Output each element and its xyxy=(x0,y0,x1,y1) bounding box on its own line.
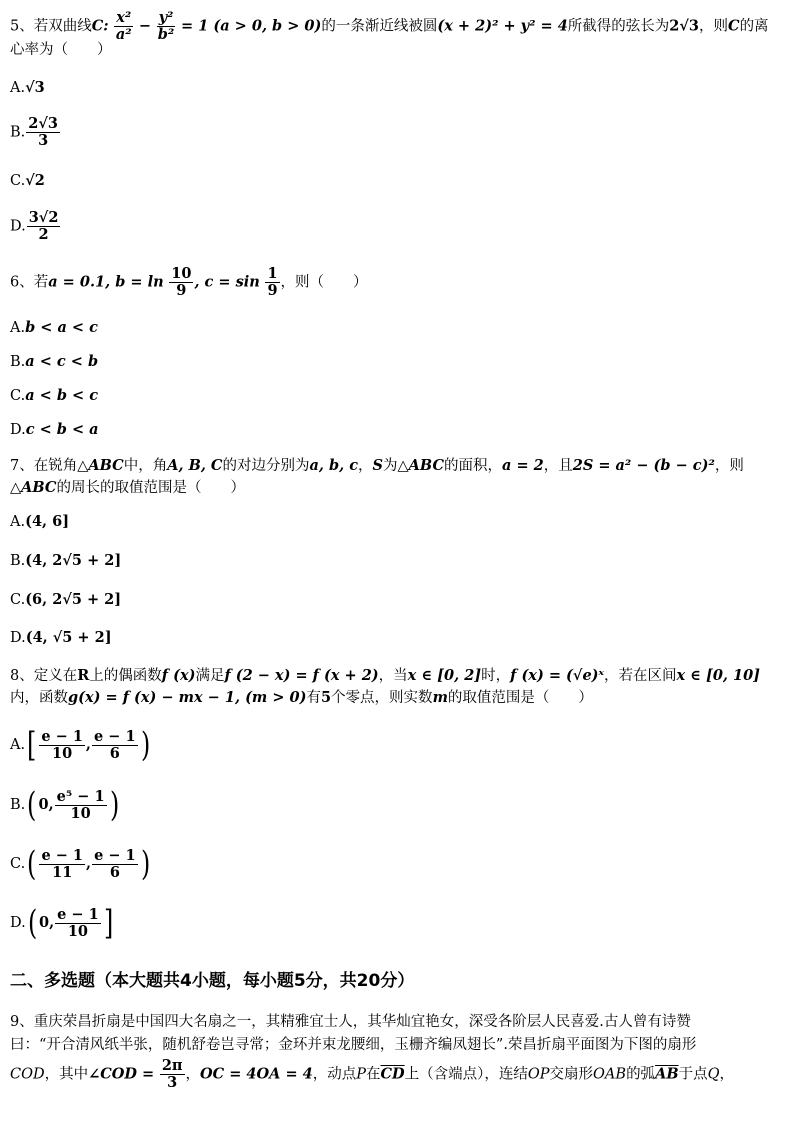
q8-b-frac xyxy=(55,789,107,822)
q7-abc-2: ABC xyxy=(408,457,444,474)
q5-c-value: √2 xyxy=(25,172,45,189)
q5-b-den: 3 xyxy=(38,132,49,149)
section-heading: 二、多选题（本大题共4小题，每小题5分，共20分） xyxy=(10,971,415,991)
q9-t6: 交扇形 xyxy=(549,1066,594,1083)
q9-arc-ab: $\overline{AB}$ xyxy=(655,1065,679,1083)
q6-frac1 xyxy=(169,266,193,299)
q8-b-num: e⁵ − 1 xyxy=(56,787,105,805)
q5-frac-x-den: a² xyxy=(115,26,132,43)
q8-b-label: B. xyxy=(10,797,26,813)
q8-stem-line1 xyxy=(10,666,780,686)
q5-frac-x xyxy=(114,10,133,43)
q8-a-d2: 6 xyxy=(109,744,120,762)
q8-c-n2: e − 1 xyxy=(94,846,136,864)
q7-d-value: (4, √5 + 2] xyxy=(25,629,112,646)
q8-t1: 8、定义在 xyxy=(10,668,78,684)
q5-a-label: A. xyxy=(10,80,26,96)
q7-d-label: D. xyxy=(10,630,26,646)
q6-expr-b: , c = sin xyxy=(194,273,260,291)
q6-a-value: b < a < c xyxy=(25,319,98,336)
q8-R: R xyxy=(77,667,90,684)
q8-c-frac1 xyxy=(39,848,85,881)
q7-option-a xyxy=(10,512,69,532)
q9-angle: ∠COD = xyxy=(88,1065,155,1083)
q9-Q: Q xyxy=(707,1066,720,1083)
q8-a-lbracket: [ xyxy=(27,725,37,765)
q5-text-e: ，则 xyxy=(699,18,729,35)
q5-curve-name: C: xyxy=(91,17,109,35)
q6-text-a: 6、若 xyxy=(10,274,49,291)
q8-c-lparen: ( xyxy=(27,844,37,884)
q9-line2: 曰：“开合清风纸半张，随机舒卷岂寻常；金环并束龙腰细，玉栅齐编凤翅长”.荣昌折扇平面图为下图的扇形 xyxy=(10,1037,697,1053)
q9-t3: ，动点 xyxy=(312,1066,357,1083)
q8-d-den: 10 xyxy=(67,922,88,940)
q7-a-value: (4, 6] xyxy=(25,513,70,530)
q5-d-num: 3√2 xyxy=(28,209,59,226)
q8-b-den: 10 xyxy=(70,804,91,822)
q9-OP: OP xyxy=(527,1066,550,1083)
q7-abc: ABC xyxy=(88,457,124,474)
q6-d-label: D. xyxy=(10,422,26,438)
q5-circle: (x + 2)² + y² = 4 xyxy=(437,17,568,35)
q8-cond: f (2 − x) = f (x + 2) xyxy=(224,667,379,684)
q8-b-zero: 0, xyxy=(38,796,54,813)
q7-t2: 中，角 xyxy=(123,458,168,474)
q8-fx: f (x) xyxy=(161,667,196,684)
q5-d-label: D. xyxy=(10,218,26,235)
q5-option-b xyxy=(10,116,61,149)
q8-m: m xyxy=(432,689,448,706)
q8-option-d xyxy=(10,903,115,943)
q6-text-b: ，则（ ） xyxy=(280,274,368,291)
q8-option-a xyxy=(10,725,152,765)
q8-option-c xyxy=(10,844,152,884)
q8-a-rparen: ) xyxy=(140,725,150,765)
q9-t9: ， xyxy=(719,1066,734,1083)
q8-a-n2: e − 1 xyxy=(93,727,136,745)
q8-c-rparen: ) xyxy=(140,844,150,884)
q6-frac1-num: 10 xyxy=(171,265,192,282)
q8-l2-b: 有 xyxy=(306,690,321,706)
q6-frac1-den: 9 xyxy=(176,282,187,299)
q7-S: S xyxy=(372,457,384,474)
q7-b-label: B. xyxy=(10,553,26,569)
q8-c-n1: e − 1 xyxy=(41,846,84,864)
q8-d-zero: 0, xyxy=(38,914,55,931)
q9-line3 xyxy=(10,1058,780,1091)
q8-t6: ，若在区间 xyxy=(603,668,677,684)
q8-t5: 时， xyxy=(481,668,511,684)
q6-option-d xyxy=(10,420,99,440)
q8-b-lparen: ( xyxy=(27,785,37,825)
q7-t6: 的面积， xyxy=(444,458,502,474)
q6-option-a xyxy=(10,318,98,338)
q5-stem-line1 xyxy=(10,10,780,43)
q8-c-label: C. xyxy=(10,856,26,872)
q7-l2-b: 的周长的取值范围是（ ） xyxy=(56,480,245,496)
q7-l2-a: △ xyxy=(10,480,22,496)
q7-stem-line1 xyxy=(10,456,780,476)
q5-text-d: 所截得的弦长为 xyxy=(567,18,670,35)
q8-l2-a: 内，函数 xyxy=(10,690,68,706)
q8-t2: 上的偶函数 xyxy=(89,668,162,684)
q6-a-label: A. xyxy=(10,320,26,336)
q8-interval: x ∈ [0, 2] xyxy=(407,667,482,684)
q7-t4: ， xyxy=(358,458,373,474)
q7-b-value: (4, 2√5 + 2] xyxy=(25,552,122,569)
q5-b-frac xyxy=(26,116,60,149)
q5-option-a xyxy=(10,78,45,98)
q5-d-den: 2 xyxy=(38,226,49,243)
q7-t5: 为△ xyxy=(383,458,409,474)
q8-a-frac1 xyxy=(39,729,85,762)
q5-chord: 2√3 xyxy=(669,17,700,35)
q7-option-b xyxy=(10,551,121,571)
q9-OAB: OAB xyxy=(593,1066,627,1083)
q5-option-d xyxy=(10,210,61,243)
q7-t3: 的对边分别为 xyxy=(222,458,310,474)
q8-a-n1: e − 1 xyxy=(41,727,83,745)
q8-t4: ，当 xyxy=(378,668,408,684)
q9-frac-den: 3 xyxy=(167,1074,178,1091)
q8-c-d2: 6 xyxy=(109,863,120,881)
q5-frac-x-num: x² xyxy=(116,9,132,26)
q5-c-label: C. xyxy=(10,173,26,189)
q7-stem-line2 xyxy=(10,478,780,498)
q6-b-label: B. xyxy=(10,354,26,370)
q9-frac-num: 2π xyxy=(161,1057,183,1074)
q5-text-f: 的离 xyxy=(739,18,769,35)
q9-frac xyxy=(160,1058,185,1091)
q8-a-label: A. xyxy=(10,737,26,753)
q9-t8: 于点 xyxy=(678,1066,708,1083)
q7-abc-3: ABC xyxy=(21,479,57,496)
q5-b-label: B. xyxy=(10,124,26,141)
q5-b-num: 2√3 xyxy=(28,115,58,132)
q8-l2-c: 个零点，则实数 xyxy=(331,690,433,706)
q8-d-num: e − 1 xyxy=(57,905,99,923)
q8-interval2: x ∈ [0, 10] xyxy=(676,667,761,684)
q5-text-b: 的一条渐近线被圆 xyxy=(321,18,438,35)
q5-option-c xyxy=(10,171,45,191)
q6-frac2-num: 1 xyxy=(267,265,278,282)
q8-c-d1: 11 xyxy=(52,863,73,881)
q9-t4: 在 xyxy=(366,1066,381,1083)
q7-t1: 7、在锐角△ xyxy=(10,458,89,474)
q9-oc: OC = 4OA = 4 xyxy=(200,1065,313,1083)
q9-t5: 上（含端点），连结 xyxy=(404,1066,528,1083)
q6-frac2 xyxy=(265,266,279,299)
q8-c-comma: , xyxy=(86,855,92,872)
q7-t8: ，则 xyxy=(714,458,744,474)
q6-c-value: a < b < c xyxy=(25,387,99,404)
q8-fdef: f (x) = (√e)ˣ xyxy=(510,667,604,684)
q9-P: P xyxy=(356,1066,367,1083)
q8-b-rparen: ) xyxy=(109,785,119,825)
q6-c-label: C. xyxy=(10,388,26,404)
q7-option-c xyxy=(10,590,121,610)
q7-sides: a, b, c xyxy=(309,457,359,474)
q9-arc-cd: $\overline{CD}$ xyxy=(380,1065,405,1083)
q5-frac-y-num: y² xyxy=(158,9,174,26)
q5-frac-y-den: b² xyxy=(157,26,175,43)
q9-t1: ，其中 xyxy=(44,1066,89,1083)
q7-angles: A, B, C xyxy=(167,457,223,474)
q8-t3: 满足 xyxy=(195,668,225,684)
q5-stem-line2: 心率为（ ） xyxy=(10,42,112,58)
q8-gx: g(x) = f (x) − mx − 1, (m > 0) xyxy=(68,689,307,706)
q8-l2-d: 的取值范围是（ ） xyxy=(447,690,593,706)
q5-minus: − xyxy=(138,17,152,35)
q7-cond: 2S = a² − (b − c)² xyxy=(572,457,715,474)
q8-five: 5 xyxy=(320,689,332,706)
q5-d-frac xyxy=(27,210,61,243)
q7-a-label: A. xyxy=(10,514,26,530)
q8-d-label: D. xyxy=(10,915,26,931)
q9-t2: ， xyxy=(185,1066,201,1083)
q5-a-value: √3 xyxy=(25,79,45,96)
q7-c-value: (6, 2√5 + 2] xyxy=(25,591,122,608)
q9-t7: 的弧 xyxy=(626,1066,656,1083)
q6-frac2-den: 9 xyxy=(267,282,278,299)
q5-frac-y xyxy=(157,10,176,43)
q8-stem-line2 xyxy=(10,688,780,708)
q8-option-b xyxy=(10,785,121,825)
q8-d-lparen: ( xyxy=(27,903,37,943)
q8-d-frac xyxy=(55,907,101,940)
q8-a-comma: , xyxy=(85,736,91,753)
q7-option-d xyxy=(10,628,112,648)
q8-a-frac2 xyxy=(92,729,138,762)
q5-eq-rest: = 1 (a > 0, b > 0) xyxy=(181,17,322,35)
q6-stem xyxy=(10,266,780,299)
q6-option-c xyxy=(10,386,98,406)
q7-t7: ，且 xyxy=(543,458,573,474)
q6-b-value: a < c < b xyxy=(25,353,99,370)
q8-d-rbracket: ] xyxy=(103,903,113,943)
q8-c-frac2 xyxy=(92,848,138,881)
q5-C: C xyxy=(728,17,740,35)
q8-a-d1: 10 xyxy=(52,744,73,762)
q9-cod: COD xyxy=(10,1066,45,1083)
q6-expr-a: a = 0.1, b = ln xyxy=(48,273,164,291)
q7-a-eq: a = 2 xyxy=(502,457,544,474)
q6-d-value: c < b < a xyxy=(25,421,99,438)
q5-text: 5、若双曲线 xyxy=(10,18,92,35)
q6-option-b xyxy=(10,352,98,372)
q7-c-label: C. xyxy=(10,592,26,608)
q9-line1: 9、重庆荣昌折扇是中国四大名扇之一，其精雅宜士人，其华灿宜艳女，深受各阶层人民喜爱.古人曾有诗赞 xyxy=(10,1014,691,1030)
